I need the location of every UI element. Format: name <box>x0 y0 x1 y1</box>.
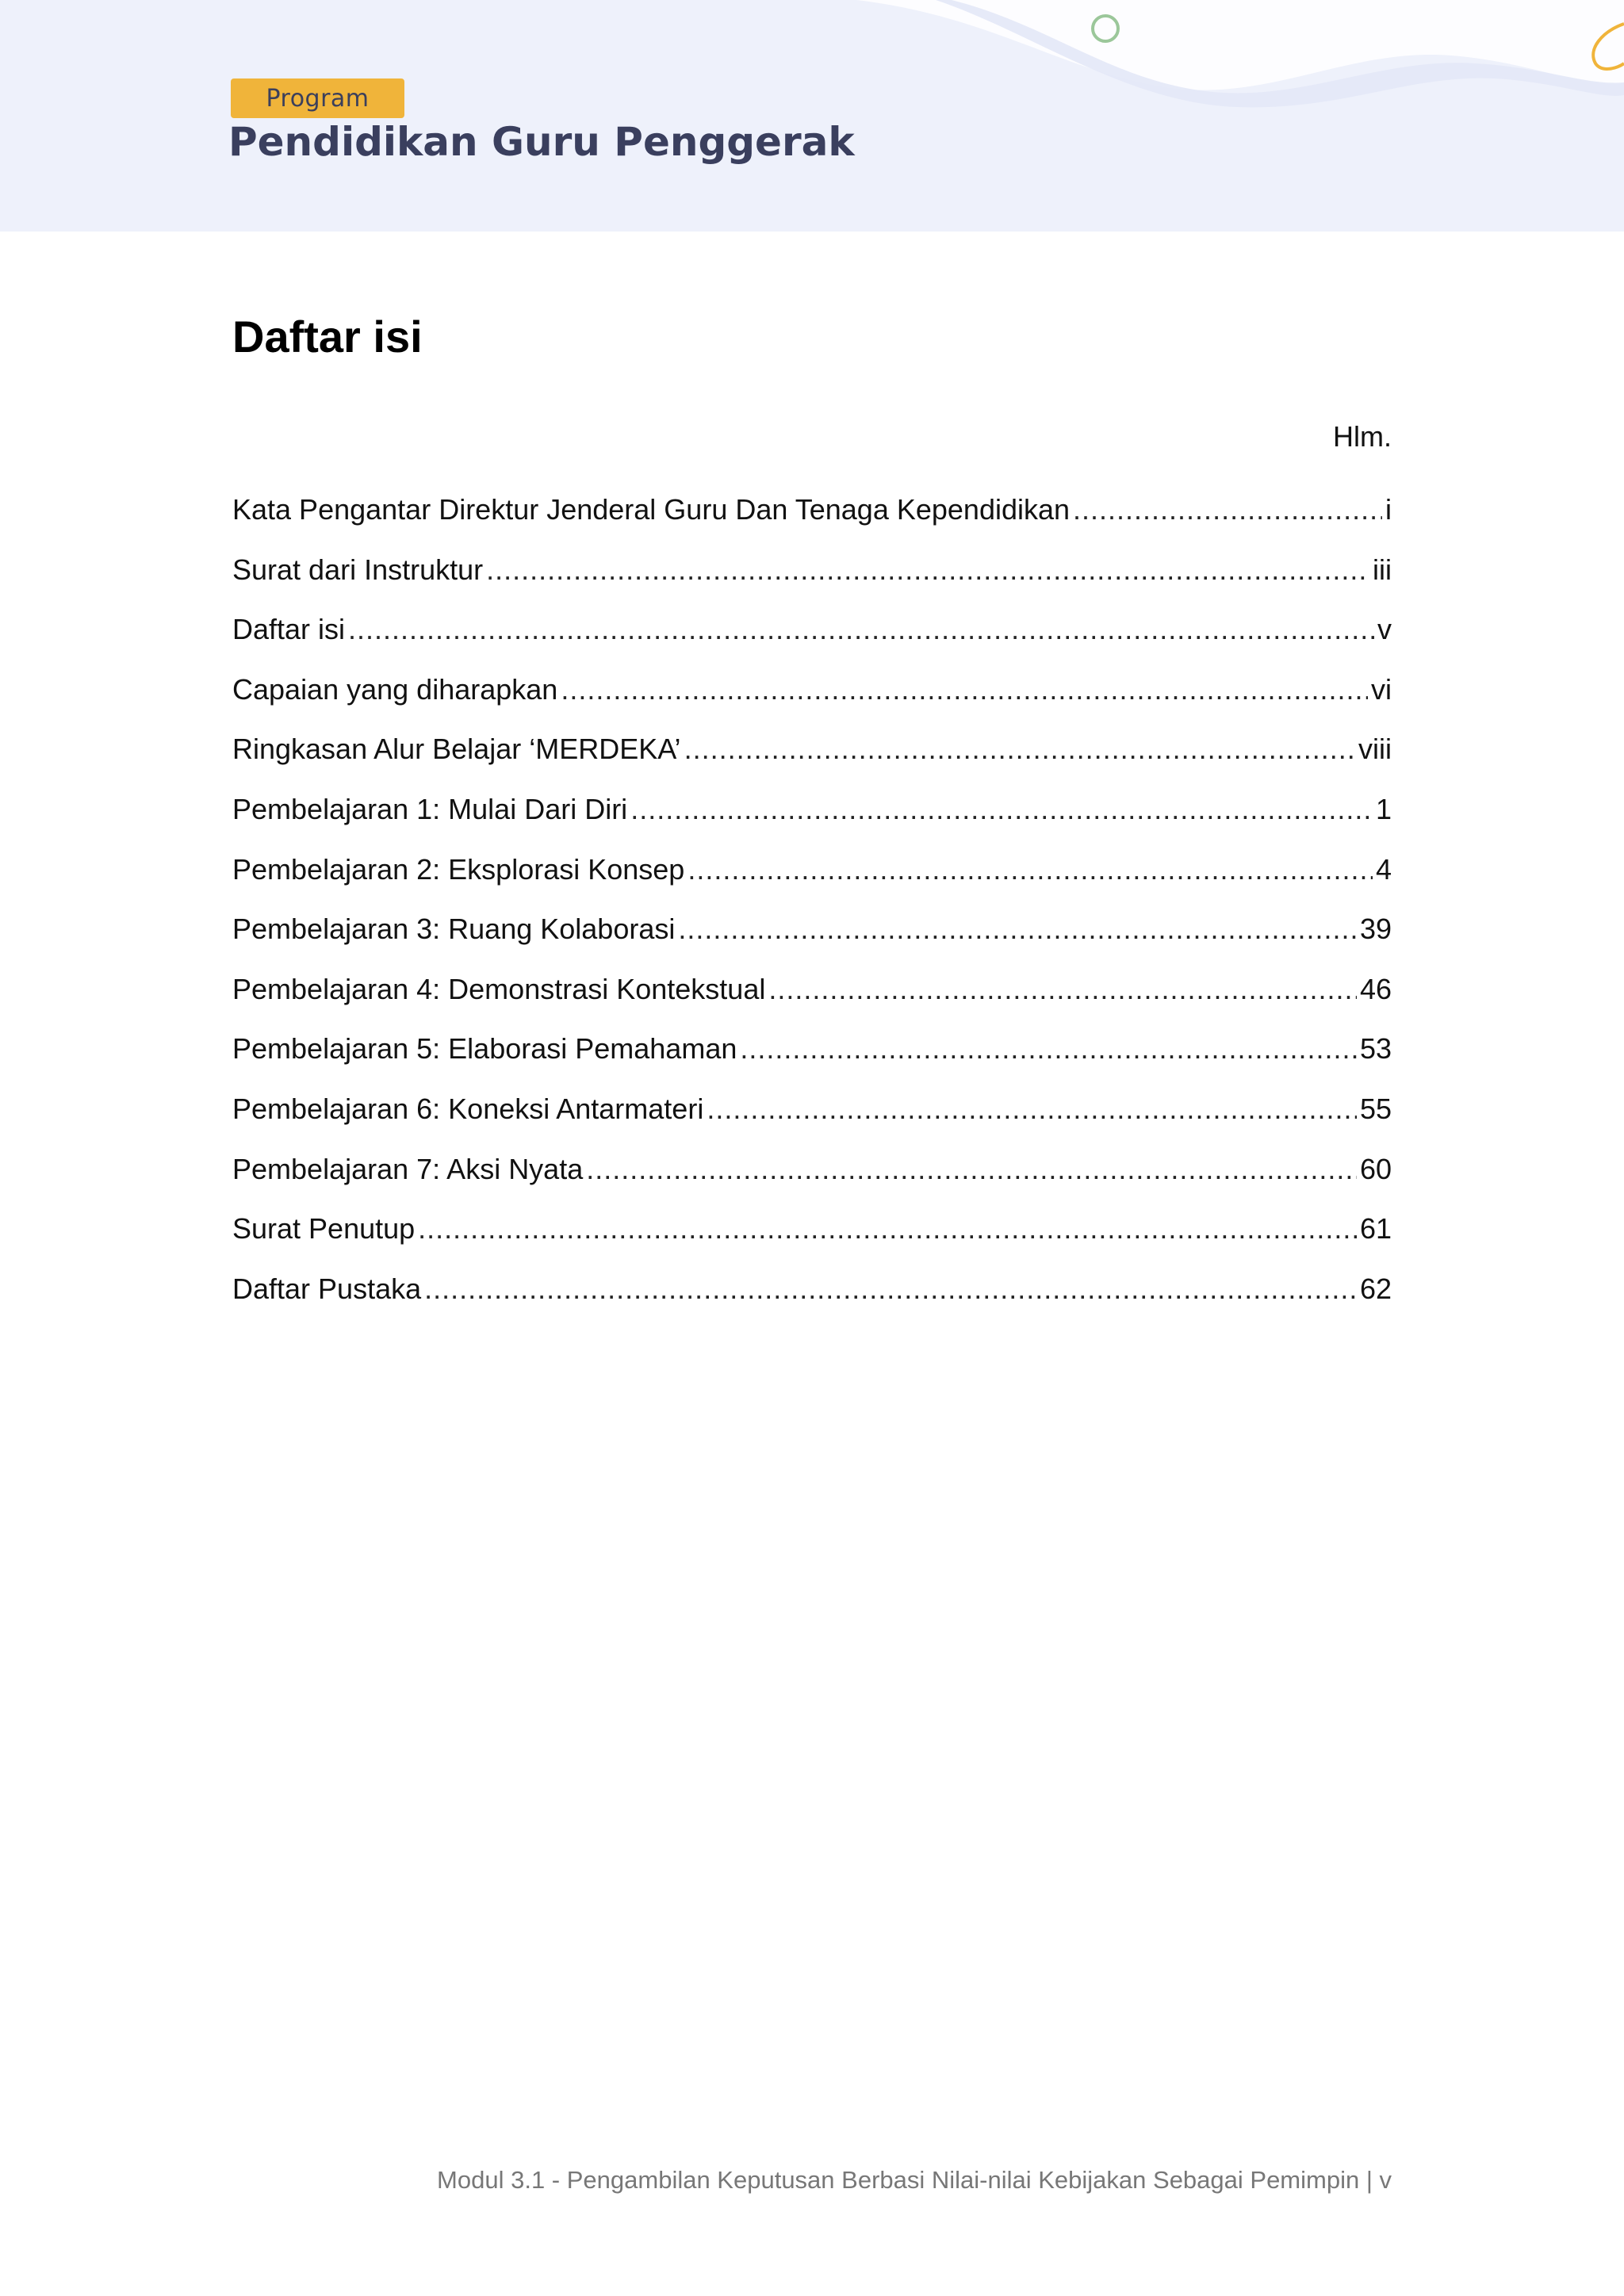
toc-entry-label: Pembelajaran 3: Ruang Kolaborasi <box>232 913 676 946</box>
toc-entry-label: Pembelajaran 7: Aksi Nyata <box>232 1152 584 1185</box>
toc-dot-leader <box>768 973 1357 1006</box>
toc-entry-page: 61 <box>1359 1212 1392 1246</box>
toc-entry-label: Surat Penutup <box>232 1212 416 1246</box>
toc-entry-label: Pembelajaran 6: Koneksi Antarmateri <box>232 1092 704 1125</box>
toc-entry[interactable] <box>232 1212 1392 1272</box>
toc-entry[interactable] <box>232 913 1392 973</box>
toc-dot-leader <box>740 1032 1357 1066</box>
toc-dot-leader <box>586 1153 1357 1186</box>
toc-dot-leader <box>688 853 1373 886</box>
toc-dot-leader <box>486 553 1369 587</box>
toc-entry[interactable] <box>232 853 1392 913</box>
toc-dot-leader <box>678 913 1357 946</box>
toc-dot-leader <box>707 1093 1357 1126</box>
toc-entry-page: 53 <box>1359 1032 1392 1066</box>
toc-dot-leader <box>348 613 1374 646</box>
toc-entry[interactable] <box>232 733 1392 793</box>
toc-entry[interactable] <box>232 493 1392 553</box>
toc-entry-page: v <box>1377 613 1392 646</box>
toc-entry-page: i <box>1385 493 1392 526</box>
toc-entry-label: Pembelajaran 2: Eksplorasi Konsep <box>232 852 685 886</box>
toc-entry[interactable] <box>232 793 1392 853</box>
page-title: Daftar isi <box>232 312 423 362</box>
toc-dot-leader <box>1073 493 1382 526</box>
toc-entry[interactable] <box>232 553 1392 614</box>
toc-entry[interactable] <box>232 973 1392 1033</box>
toc-entry[interactable] <box>232 613 1392 673</box>
toc-dot-leader <box>684 733 1355 766</box>
program-badge: Program <box>231 78 404 118</box>
toc-entry-label: Surat dari Instruktur <box>232 553 484 586</box>
header-band <box>0 0 1624 232</box>
toc-entry[interactable] <box>232 1093 1392 1153</box>
toc-entry-page: vi <box>1371 672 1392 706</box>
toc-entry-page: 4 <box>1375 852 1392 886</box>
toc-entry-label: Pembelajaran 1: Mulai Dari Diri <box>232 792 628 825</box>
toc-dot-leader <box>424 1272 1357 1306</box>
toc-entry-label: Capaian yang diharapkan <box>232 672 558 706</box>
toc-entry-label: Pembelajaran 4: Demonstrasi Kontekstual <box>232 972 766 1005</box>
table-of-contents <box>232 493 1392 1332</box>
toc-entry-page: 39 <box>1359 913 1392 946</box>
toc-entry-page: 62 <box>1359 1272 1392 1305</box>
brand-title: Pendidikan Guru Penggerak <box>228 119 855 165</box>
toc-entry-label: Daftar isi <box>232 613 346 646</box>
toc-dot-leader <box>561 673 1368 706</box>
toc-entry-page: 55 <box>1359 1092 1392 1125</box>
toc-entry-page: iii <box>1373 553 1392 586</box>
toc-entry[interactable] <box>232 1272 1392 1333</box>
toc-entry[interactable] <box>232 1153 1392 1213</box>
toc-entry-label: Daftar Pustaka <box>232 1272 422 1305</box>
page-footer: Modul 3.1 - Pengambilan Keputusan Berbasi Nilai-nilai Kebijakan Sebagai Pemimpin | v <box>437 2166 1392 2194</box>
toc-entry-label: Pembelajaran 5: Elaborasi Pemahaman <box>232 1032 737 1066</box>
toc-entry-label: Kata Pengantar Direktur Jenderal Guru Dan Tenaga Kependidikan <box>232 493 1071 526</box>
toc-entry[interactable] <box>232 673 1392 733</box>
toc-entry-page: 60 <box>1359 1152 1392 1185</box>
toc-entry-label: Ringkasan Alur Belajar ‘MERDEKA’ <box>232 733 681 766</box>
page-column-label: Hlm. <box>1333 420 1392 453</box>
toc-entry-page: 46 <box>1359 972 1392 1005</box>
toc-dot-leader <box>630 793 1373 826</box>
toc-entry[interactable] <box>232 1032 1392 1093</box>
toc-entry-page: viii <box>1358 733 1392 766</box>
toc-entry-page: 1 <box>1375 792 1392 825</box>
toc-dot-leader <box>418 1212 1357 1246</box>
